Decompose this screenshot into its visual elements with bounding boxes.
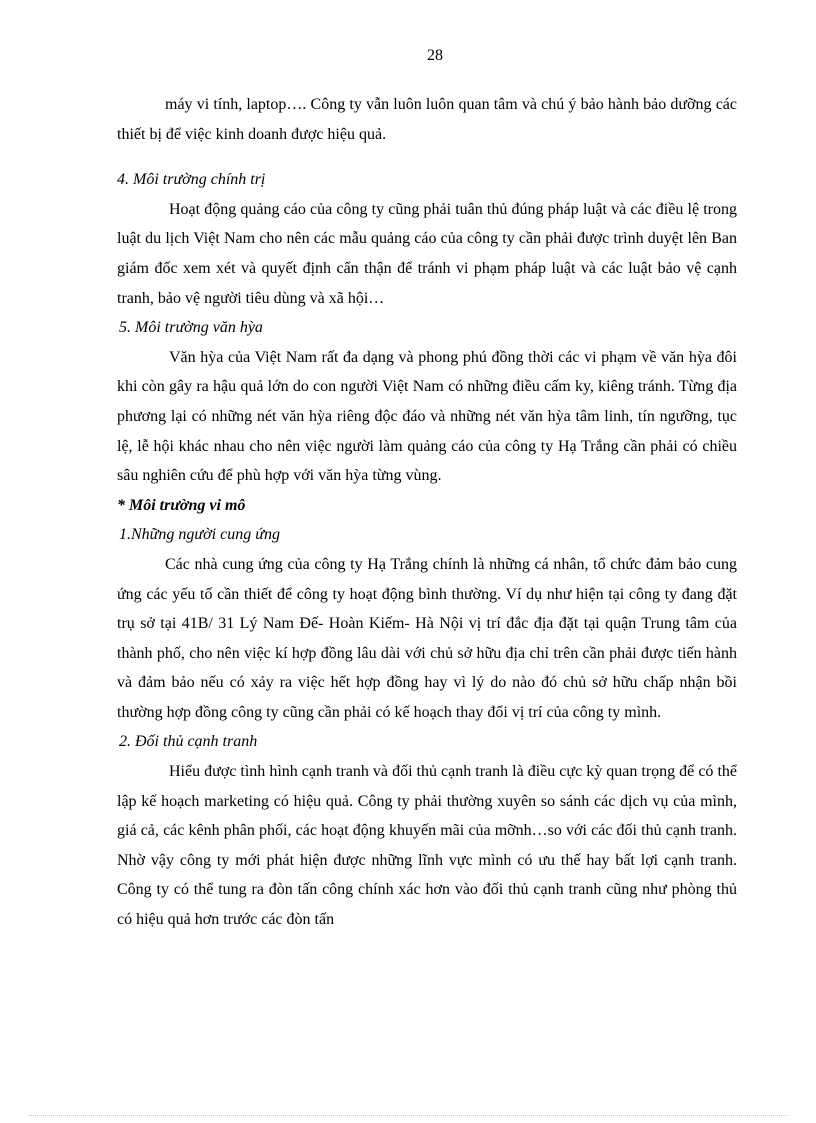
- paragraph-political-environment: Hoạt động quảng cáo của công ty cũng phải tuân thủ đúng pháp luật và các điều lệ trong luật du lịch Việt Nam cho nên các mẫu quảng cáo của công ty cần phải được trình duyệt lên Ban giám đốc xem xét và quyết định cẩn thận để tránh vi phạm pháp luật và các luật bảo vệ cạnh tranh, bảo vệ người tiêu dùng và xã hội…: [117, 200, 737, 307]
- paragraph-suppliers: Các nhà cung ứng của công ty Hạ Trắng chính là những cá nhân, tổ chức đảm bảo cung ứng các yếu tố cần thiết để công ty hoạt động bình thường. Ví dụ như hiện tại công ty đang đặt trụ sở tại 41B/ 31 Lý Nam Đế- Hoàn Kiếm- Hà Nội vị trí đắc địa đặt tại quận Trung tâm của thành phố, cho nên việc kí hợp đồng lâu dài với chủ sở hữu địa chỉ trên cần phải được tiến hành và đảm bảo nếu có xảy ra việc hết hợp đồng hay vì lý do nào đó chủ sở hữu chấp nhận bồi thường hợp đồng công ty cũng cần phải có kế hoạch thay đổi vị trí của công ty mình.: [117, 555, 737, 721]
- heading-cultural-environment: 5. Môi trường văn hỳa: [119, 319, 263, 337]
- heading-political-environment: 4. Môi trường chính trị: [117, 171, 266, 189]
- page-number: 28: [427, 47, 443, 64]
- heading-suppliers: 1.Những người cung ứng: [119, 526, 280, 544]
- heading-competitors: 2. Đối thủ cạnh tranh: [119, 733, 258, 751]
- heading-micro-environment: * Môi trường vi mô: [117, 496, 246, 514]
- paragraph-continuation: máy vi tính, laptop…. Công ty vẫn luôn luôn quan tâm và chú ý bảo hành bảo dưỡng các thiết bị để việc kinh doanh được hiệu quả.: [117, 96, 737, 143]
- paragraph-competitors: Hiểu được tình hình cạnh tranh và đối thủ cạnh tranh là điều cực kỳ quan trọng để có thể lập kế hoạch marketing có hiệu quả. Công ty phải thường xuyên so sánh các dịch vụ của mình, giá cả, các kênh phân phối, các hoạt động khuyến mãi của mỡnh…so với các đối thủ cạnh tranh. Nhờ vậy công ty mới phát hiện được những lĩnh vực mình có ưu thế hay bất lợi cạnh tranh. Công ty có thể tung ra đòn tấn công chính xác hơn vào đối thủ cạnh tranh cũng như phòng thủ có hiệu quả hơn trước các đòn tấn: [117, 763, 737, 929]
- document-body: [117, 90, 737, 935]
- page-bottom-divider: [28, 1115, 788, 1116]
- paragraph-cultural-environment: Văn hỳa của Việt Nam rất đa dạng và phong phú đồng thời các vi phạm về văn hỳa đôi khi còn gây ra hậu quả lớn do con người Việt Nam có những điều cấm ky, kiêng tránh. Từng địa phương lại có những nét văn hỳa riêng độc đáo và những nét văn hỳa tâm linh, tín ngưỡng, tục lệ, lễ hội khác nhau cho nên việc người làm quảng cáo của công ty Hạ Trắng cần phải có chiều sâu nghiên cứu để phù hợp với văn hỳa từng vùng.: [117, 348, 737, 485]
